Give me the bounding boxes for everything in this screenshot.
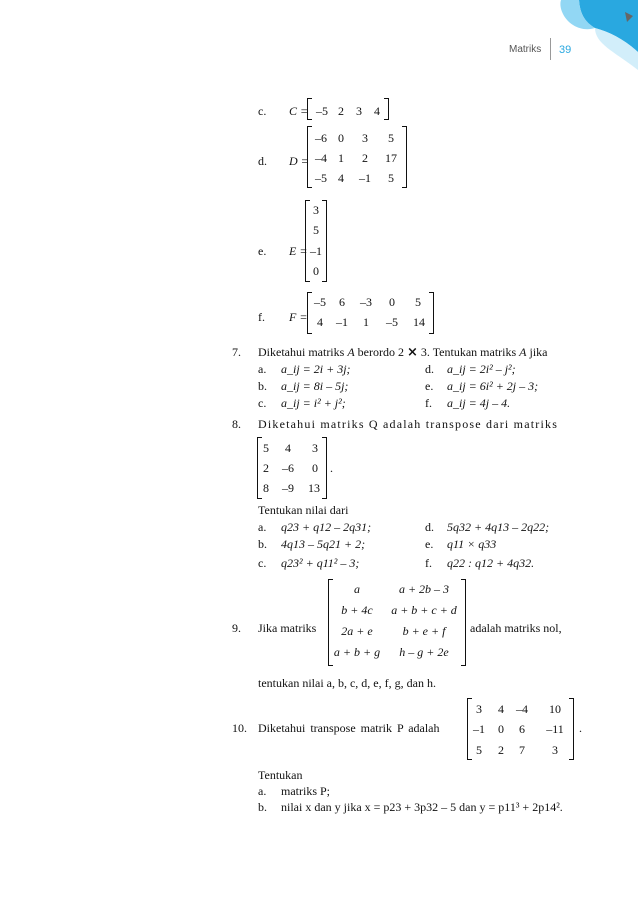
matrix-cell: 2 xyxy=(498,743,504,757)
page-curl-corner-icon xyxy=(555,0,638,70)
bracket-right xyxy=(569,698,574,760)
matrix-cell: 4 xyxy=(285,441,291,455)
matrix-lhs: E = xyxy=(289,244,308,258)
formula: a_ij = 2i + 3j; xyxy=(281,362,351,376)
matrix-cell: –9 xyxy=(282,481,294,495)
item-label: e. xyxy=(425,379,434,393)
matrix-cell: 2a + e xyxy=(341,624,373,638)
item-label: c. xyxy=(258,556,267,570)
bracket-right xyxy=(429,292,434,334)
matrix-cell: 5 xyxy=(388,131,394,145)
formula: a_ij = i² + j²; xyxy=(281,396,346,410)
item-label: d. xyxy=(425,520,434,534)
formula: q11 × q33 xyxy=(447,537,497,551)
item-label: b. xyxy=(258,800,267,814)
matrix-cell: –1 xyxy=(473,722,485,736)
matrix-cell: –3 xyxy=(360,295,372,309)
formula: a_ij = 4j – 4. xyxy=(447,396,511,410)
formula: a_ij = 6i² + 2j – 3; xyxy=(447,379,539,393)
matrix-cell: 2 xyxy=(263,461,269,475)
intro-text: jika xyxy=(529,345,548,359)
item-label: f. xyxy=(425,396,432,410)
matrix-cell: 3 xyxy=(356,104,362,118)
item-label: e. xyxy=(425,537,434,551)
matrix-cell: 13 xyxy=(308,481,320,495)
matrix-cell: 6 xyxy=(339,295,345,309)
matrix-cell: 5 xyxy=(313,223,319,237)
matrix-cell: 5 xyxy=(415,295,421,309)
matrix-cell: 0 xyxy=(389,295,395,309)
matrix-cell: 4 xyxy=(338,171,344,185)
matrix-cell: –5 xyxy=(314,295,326,309)
matrix-cell: 3 xyxy=(312,441,318,455)
item-label: b. xyxy=(258,537,267,551)
header-divider xyxy=(550,38,551,60)
question-number: 10. xyxy=(232,721,247,735)
matrix-cell: h – g + 2e xyxy=(399,645,449,659)
matrix-lhs: C = xyxy=(289,104,309,118)
matrix-cell: 1 xyxy=(338,151,344,165)
matrix-cell: 5 xyxy=(263,441,269,455)
matrix-cell: –5 xyxy=(316,104,328,118)
matrix-cell: 2 xyxy=(362,151,368,165)
item-label: b. xyxy=(258,379,267,393)
question-9-question: tentukan nilai a, b, c, d, e, f, g, dan h. xyxy=(258,676,436,690)
item-label: a. xyxy=(258,362,267,376)
matrix-cell: –4 xyxy=(315,151,327,165)
question-8-instruction: Tentukan nilai dari xyxy=(258,503,349,517)
matrix-cell: 5 xyxy=(476,743,482,757)
matrix-cell: 7 xyxy=(519,743,525,757)
matrix-cell: 5 xyxy=(388,171,394,185)
matrix-cell: –11 xyxy=(546,722,564,736)
question-10-intro: Diketahui transpose matrik P adalah xyxy=(258,721,440,735)
question-9-intro: Jika matriks xyxy=(258,621,317,635)
formula: 5q32 + 4q13 – 2q22; xyxy=(447,520,550,534)
matrix-cell: 0 xyxy=(313,264,319,278)
matrix-cell: b + 4c xyxy=(341,603,373,617)
formula: 4q13 – 5q21 + 2; xyxy=(281,537,366,551)
matrix-cell: 4 xyxy=(317,315,323,329)
matrix-cell: 3 xyxy=(552,743,558,757)
formula: q23² + q11² – 3; xyxy=(281,556,360,570)
matrix-period: . xyxy=(330,461,333,475)
item-label: c. xyxy=(258,104,267,118)
matrix-cell: 8 xyxy=(263,481,269,495)
page-number: 39 xyxy=(559,44,572,56)
item-label: d. xyxy=(425,362,434,376)
matrix-cell: –1 xyxy=(359,171,371,185)
matrix-cell: 3 xyxy=(362,131,368,145)
matrix-cell: 14 xyxy=(413,315,425,329)
item-label: c. xyxy=(258,396,267,410)
matrix-cell: a + 2b – 3 xyxy=(398,582,450,596)
item-label: f. xyxy=(258,310,265,324)
bracket-right xyxy=(402,126,407,188)
bracket-right xyxy=(322,437,327,499)
bracket-right xyxy=(384,98,389,120)
matrix-variable: A xyxy=(347,345,355,359)
matrix-cell: –1 xyxy=(336,315,348,329)
matrix-cell: a + b + c + d xyxy=(391,603,457,617)
matrix-cell: 2 xyxy=(338,104,344,118)
header-title: Matriks xyxy=(509,44,542,55)
matrix-cell: 0 xyxy=(498,722,504,736)
answer-item: nilai x dan y jika x = p23 + 3p32 – 5 dan y = p11³ + 2p14². xyxy=(281,800,563,814)
question-9-tail: adalah matriks nol, xyxy=(470,621,562,635)
matrix-cell: –1 xyxy=(310,244,322,258)
matrix-cell: 17 xyxy=(385,151,397,165)
matrix-cell: 4 xyxy=(498,702,504,716)
times-icon: × xyxy=(407,345,418,360)
matrix-cell: 0 xyxy=(312,461,318,475)
item-label: e. xyxy=(258,244,267,258)
matrix-cell: –4 xyxy=(516,702,528,716)
matrix-variable: A xyxy=(519,345,527,359)
item-label: f. xyxy=(425,556,432,570)
bracket-right xyxy=(322,200,327,282)
matrix-cell: 3 xyxy=(476,702,482,716)
matrix-cell: a + b + g xyxy=(333,645,381,659)
answer-item: matriks P; xyxy=(281,784,331,798)
matrix-cell: a xyxy=(354,582,360,596)
matrix-lhs: D = xyxy=(289,154,309,168)
formula: a_ij = 2i² – j²; xyxy=(447,362,516,376)
matrix-cell: 10 xyxy=(549,702,561,716)
matrix-cell: –5 xyxy=(315,171,327,185)
item-label: d. xyxy=(258,154,267,168)
item-label: a. xyxy=(258,520,267,534)
matrix-cell: 1 xyxy=(363,315,369,329)
matrix-cell: –6 xyxy=(282,461,294,475)
matrix-cell: –6 xyxy=(315,131,327,145)
formula: q22 : q12 + 4q32. xyxy=(447,556,535,570)
item-label: a. xyxy=(258,784,267,798)
matrix-cell: 4 xyxy=(374,104,380,118)
bracket-right xyxy=(461,579,466,666)
question-number: 9. xyxy=(232,621,241,635)
matrix-cell: 6 xyxy=(519,722,525,736)
question-number: 7. xyxy=(232,345,241,359)
matrix-period: . xyxy=(579,721,582,735)
matrix-lhs: F = xyxy=(289,310,308,324)
formula: q23 + q12 – 2q31; xyxy=(281,520,372,534)
question-10-instruction: Tentukan xyxy=(258,768,303,782)
intro-text: berordo 2 xyxy=(357,345,404,359)
matrix-cell: b + e + f xyxy=(402,624,446,638)
formula: a_ij = 8i – 5j; xyxy=(281,379,349,393)
matrix-cell: –5 xyxy=(386,315,398,329)
intro-text: Diketahui matriks xyxy=(258,345,345,359)
question-number: 8. xyxy=(232,417,241,431)
intro-text: 3. Tentukan matriks xyxy=(420,345,517,359)
matrix-cell: 3 xyxy=(313,203,319,217)
question-7-intro xyxy=(258,345,548,360)
matrix-cell: 0 xyxy=(338,131,344,145)
question-8-intro: Diketahui matriks Q adalah transpose dari matriks xyxy=(258,417,559,431)
